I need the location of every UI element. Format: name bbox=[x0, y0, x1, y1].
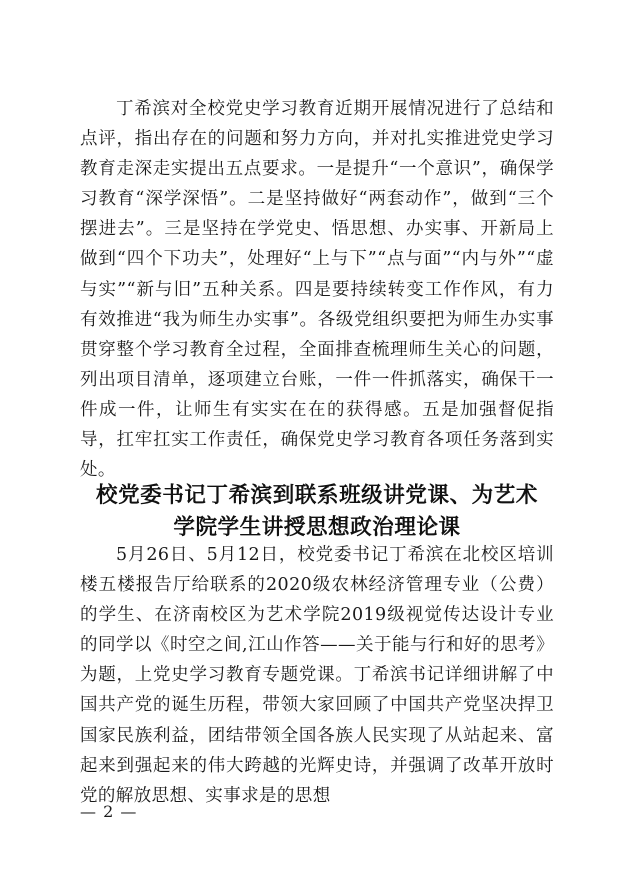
section-heading-line-1: 校党委书记丁希滨到联系班级讲党课、为艺术 bbox=[95, 483, 538, 508]
section-heading-line-2: 学院学生讲授思想政治理论课 bbox=[173, 515, 461, 540]
body-paragraph-summary: 丁希滨对全校党史学习教育近期开展情况进行了总结和点评，指出存在的问题和努力方向，并对扎实推进党史学习教育走深走实提出五点要求。一是提升“一个意识”，确保学习教育“深学深悟”。二是坚持做好“两套动作”，做到“三个摆进去”。三是坚持在学党史、悟思想、办实事、开新局上做到“四个下功夫”，处理好“上与下”“点与面”“内与外”“虚与实”“新与旧”五种关系。四是要持续转变工作作风，有力有效推进“我为师生办实事”。各级党组织要把为师生办实事贯穿整个学习教育全过程，全面排查梳理师生关心的问题，列出项目清单，逐项建立台账，一件一件抓落实，确保干一件成一件，让师生有实实在在的获得感。五是加强督促指导，扛牢扛实工作责任，确保党史学习教育各项任务落到实处。 bbox=[80, 99, 554, 481]
body-paragraph-party-lecture: 5月26日、5月12日，校党委书记丁希滨在北校区培训楼五楼报告厅给联系的2020级农林经济管理专业（公费）的学生、在济南校区为艺术学院2019级视觉传达设计专业的同学以《时空之间,江山作答——关于能与行和好的思考》为题，上党史学习教育专题党课。丁希滨书记详细讲解了中国共产党的诞生历程，带领大家回顾了中国共产党坚决捍卫国家民族利益，团结带领全国各族人民实现了从站起来、富起来到强起来的伟大跨越的光辉史诗，并强调了改革开放时党的解放思想、实事求是的思想 bbox=[80, 545, 554, 806]
section-heading bbox=[70, 480, 564, 544]
page-number: — 2 — bbox=[80, 802, 138, 821]
